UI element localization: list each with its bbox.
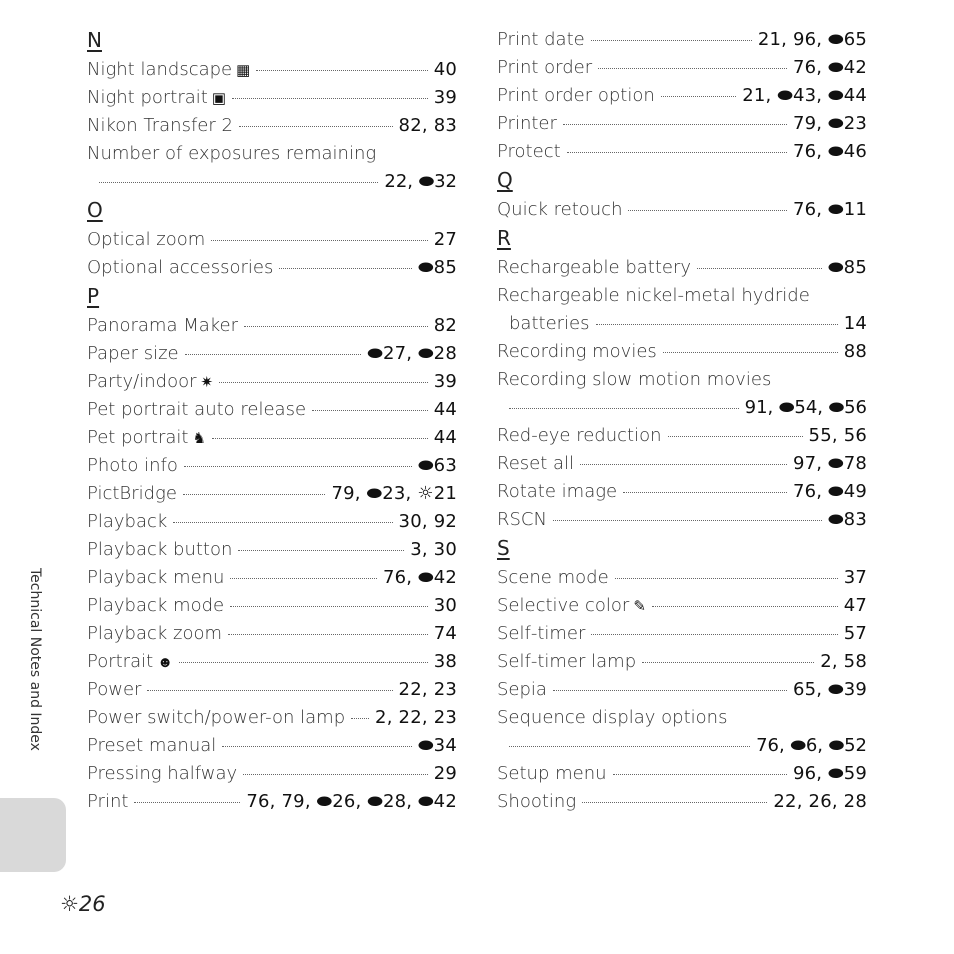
dot-leader	[279, 268, 412, 269]
dot-leader	[238, 550, 404, 551]
index-term: Rotate image	[497, 481, 618, 502]
dot-leader	[134, 802, 240, 803]
index-pages: 88	[843, 341, 867, 362]
index-term: Print order option	[497, 85, 655, 106]
index-term: Print	[87, 791, 129, 812]
index-term: RSCN	[497, 509, 547, 530]
index-pages: 21, 96, ⬬65	[757, 29, 867, 50]
index-entry	[87, 368, 457, 396]
index-pages: 55, 56	[808, 425, 867, 446]
night-landscape-icon: ▦	[236, 61, 251, 79]
index-pages: ⬬63	[418, 455, 457, 476]
index-pages: 2, 58	[820, 651, 867, 672]
index-pages: 27	[433, 229, 457, 250]
index-term: Pet portrait	[87, 427, 189, 448]
index-term: Power	[87, 679, 142, 700]
index-entry	[87, 312, 457, 340]
index-entry	[87, 112, 457, 140]
index-pages: 76, ⬬46	[792, 141, 867, 162]
index-entry	[87, 56, 457, 84]
index-term: Self-timer lamp	[497, 651, 637, 672]
index-term: Recording movies	[497, 341, 657, 362]
index-pages: 21, ⬬43, ⬬44	[742, 85, 867, 106]
dot-leader	[230, 578, 377, 579]
index-entry	[497, 54, 867, 82]
page-number: ☼26	[60, 892, 106, 916]
index-column-right	[497, 26, 867, 816]
dot-leader	[243, 774, 428, 775]
dot-leader	[173, 522, 392, 523]
dot-leader	[219, 382, 428, 383]
index-entry	[497, 788, 867, 816]
index-entry	[87, 760, 457, 788]
dot-leader	[697, 268, 822, 269]
index-term: Paper size	[87, 343, 179, 364]
index-term: Setup menu	[497, 763, 607, 784]
index-term: Power switch/power-on lamp	[87, 707, 346, 728]
dot-leader	[613, 774, 787, 775]
index-entry	[497, 564, 867, 592]
dot-leader	[232, 98, 428, 99]
index-term: Protect	[497, 141, 561, 162]
dot-leader	[222, 746, 412, 747]
dot-leader	[509, 746, 750, 747]
index-term: Playback	[87, 511, 168, 532]
side-section-label: Technical Notes and Index	[27, 568, 43, 751]
pet-portrait-icon: ♞	[192, 429, 206, 447]
index-term: Scene mode	[497, 567, 609, 588]
dot-leader	[211, 240, 427, 241]
index-term: Printer	[497, 113, 557, 134]
index-pages: 38	[433, 651, 457, 672]
technical-notes-icon: ☼	[60, 892, 79, 916]
portrait-icon: ☻	[157, 653, 173, 671]
index-entry	[497, 138, 867, 166]
index-pages: 76, ⬬6, ⬬52	[756, 735, 867, 756]
dot-leader	[623, 492, 787, 493]
index-section-letter: S	[497, 536, 510, 560]
index-term: Sequence display options	[497, 707, 728, 728]
dot-leader	[668, 436, 803, 437]
index-entry-continuation	[497, 394, 867, 422]
index-term-continuation: batteries	[509, 313, 590, 334]
index-term: Playback menu	[87, 567, 225, 588]
dot-leader	[591, 40, 752, 41]
index-pages: 82	[433, 315, 457, 336]
index-pages: 57	[843, 623, 867, 644]
index-term: Night landscape	[87, 59, 233, 80]
index-pages: 82, 83	[398, 115, 457, 136]
index-entry	[87, 84, 457, 112]
index-pages: 39	[433, 87, 457, 108]
index-entry-continuation	[497, 310, 867, 338]
dot-leader	[591, 634, 837, 635]
dot-leader	[509, 408, 739, 409]
index-entry	[497, 648, 867, 676]
index-entry	[497, 478, 867, 506]
dot-leader	[147, 690, 392, 691]
index-entry	[497, 676, 867, 704]
index-entry	[87, 676, 457, 704]
index-pages: 22, 23	[398, 679, 457, 700]
dot-leader	[663, 352, 838, 353]
index-pages: 96, ⬬59	[792, 763, 867, 784]
dot-leader	[239, 126, 393, 127]
index-entry	[497, 254, 867, 282]
index-term: PictBridge	[87, 483, 177, 504]
index-pages: 91, ⬬54, ⬬56	[744, 397, 867, 418]
index-pages: 14	[843, 313, 867, 334]
index-term: Shooting	[497, 791, 577, 812]
index-entry	[87, 704, 457, 732]
index-term: Optional accessories	[87, 257, 274, 278]
index-term: Photo info	[87, 455, 178, 476]
index-term: Pet portrait auto release	[87, 399, 307, 420]
index-term: Selective color	[497, 595, 630, 616]
index-term: Optical zoom	[87, 229, 206, 250]
index-term: Print date	[497, 29, 585, 50]
index-entry	[87, 648, 457, 676]
dot-leader	[615, 578, 838, 579]
index-term: Party/indoor	[87, 371, 197, 392]
index-pages: 40	[433, 59, 457, 80]
section-tab	[0, 798, 66, 872]
index-entry	[87, 592, 457, 620]
index-entry	[87, 226, 457, 254]
index-pages: ⬬34	[418, 735, 457, 756]
dot-leader	[598, 68, 787, 69]
index-term: Reset all	[497, 453, 575, 474]
index-section-letter: O	[87, 198, 103, 222]
index-pages: 79, ⬬23	[792, 113, 867, 134]
index-section-letter: P	[87, 284, 100, 308]
index-pages: 39	[433, 371, 457, 392]
index-entry	[87, 788, 457, 816]
index-entry	[497, 422, 867, 450]
dot-leader	[184, 466, 412, 467]
index-pages: 76, ⬬42	[382, 567, 457, 588]
index-term: Print order	[497, 57, 593, 78]
index-term: Self-timer	[497, 623, 586, 644]
index-pages: 76, 79, ⬬26, ⬬28, ⬬42	[246, 791, 457, 812]
index-pages: 76, ⬬11	[792, 199, 867, 220]
dot-leader	[312, 410, 428, 411]
index-pages: 44	[433, 399, 457, 420]
dot-leader	[628, 210, 786, 211]
party-indoor-icon: ✷	[200, 373, 214, 391]
index-term: Panorama Maker	[87, 315, 239, 336]
dot-leader	[185, 354, 362, 355]
dot-leader	[553, 520, 822, 521]
index-entry	[87, 564, 457, 592]
index-term: Portrait	[87, 651, 154, 672]
index-pages: 37	[843, 567, 867, 588]
dot-leader	[228, 634, 428, 635]
dot-leader	[553, 690, 787, 691]
index-entry	[497, 338, 867, 366]
dot-leader	[230, 606, 428, 607]
index-term: Red-eye reduction	[497, 425, 662, 446]
index-pages: 47	[843, 595, 867, 616]
dot-leader	[582, 802, 767, 803]
index-pages: 44	[433, 427, 457, 448]
dot-leader	[351, 718, 369, 719]
index-column-left	[87, 26, 457, 816]
selective-color-icon: ✎	[633, 597, 646, 615]
index-entry	[497, 196, 867, 224]
index-entry	[87, 452, 457, 480]
dot-leader	[596, 324, 838, 325]
dot-leader	[99, 182, 378, 183]
index-term: Recording slow motion movies	[497, 369, 772, 390]
index-pages: 65, ⬬39	[792, 679, 867, 700]
index-pages: 29	[433, 763, 457, 784]
index-entry	[497, 450, 867, 478]
index-term: Quick retouch	[497, 199, 623, 220]
index-pages: 3, 30	[410, 539, 457, 560]
index-pages: 76, ⬬49	[792, 481, 867, 502]
dot-leader	[567, 152, 787, 153]
index-entry	[497, 620, 867, 648]
index-entry	[87, 620, 457, 648]
index-entry	[497, 592, 867, 620]
index-term: Preset manual	[87, 735, 217, 756]
index-term: Sepia	[497, 679, 547, 700]
index-pages: 22, 26, 28	[773, 791, 867, 812]
index-term: Rechargeable battery	[497, 257, 692, 278]
index-section-letter: R	[497, 226, 511, 250]
index-term: Night portrait	[87, 87, 208, 108]
index-entry	[497, 110, 867, 138]
index-entry	[87, 732, 457, 760]
index-pages: 76, ⬬42	[792, 57, 867, 78]
dot-leader	[642, 662, 814, 663]
index-entry-continuation	[497, 732, 867, 760]
dot-leader	[244, 326, 428, 327]
night-portrait-icon: ▣	[211, 89, 227, 107]
index-pages: 79, ⬬23, ☼21	[331, 483, 457, 504]
index-entry	[87, 508, 457, 536]
dot-leader	[183, 494, 326, 495]
index-pages: 2, 22, 23	[375, 707, 457, 728]
index-term: Playback button	[87, 539, 233, 560]
index-pages: ⬬83	[828, 509, 867, 530]
index-pages: 30	[433, 595, 457, 616]
index-pages: 30, 92	[398, 511, 457, 532]
index-term: Pressing halfway	[87, 763, 238, 784]
dot-leader	[652, 606, 838, 607]
index-pages: 74	[433, 623, 457, 644]
index-entry	[87, 480, 457, 508]
index-entry	[87, 396, 457, 424]
index-entry	[87, 340, 457, 368]
index-term: Playback zoom	[87, 623, 223, 644]
index-pages: ⬬27, ⬬28	[367, 343, 457, 364]
index-term: Playback mode	[87, 595, 225, 616]
index-entry	[87, 424, 457, 452]
dot-leader	[661, 96, 736, 97]
dot-leader	[179, 662, 428, 663]
dot-leader	[212, 438, 428, 439]
index-section-letter: N	[87, 28, 102, 52]
index-entry	[497, 760, 867, 788]
index-entry	[497, 26, 867, 54]
index-pages: ⬬85	[418, 257, 457, 278]
index-entry	[87, 254, 457, 282]
dot-leader	[256, 70, 427, 71]
index-section-letter: Q	[497, 168, 513, 192]
index-entry	[497, 506, 867, 534]
dot-leader	[563, 124, 787, 125]
dot-leader	[580, 464, 787, 465]
index-entry	[497, 82, 867, 110]
index-entry	[87, 536, 457, 564]
index-pages: 22, ⬬32	[384, 171, 457, 192]
index-pages: ⬬85	[828, 257, 867, 278]
index-term: Rechargeable nickel-metal hydride	[497, 285, 810, 306]
index-pages: 97, ⬬78	[792, 453, 867, 474]
index-term: Number of exposures remaining	[87, 143, 377, 164]
index-term: Nikon Transfer 2	[87, 115, 233, 136]
index-entry-continuation	[87, 168, 457, 196]
